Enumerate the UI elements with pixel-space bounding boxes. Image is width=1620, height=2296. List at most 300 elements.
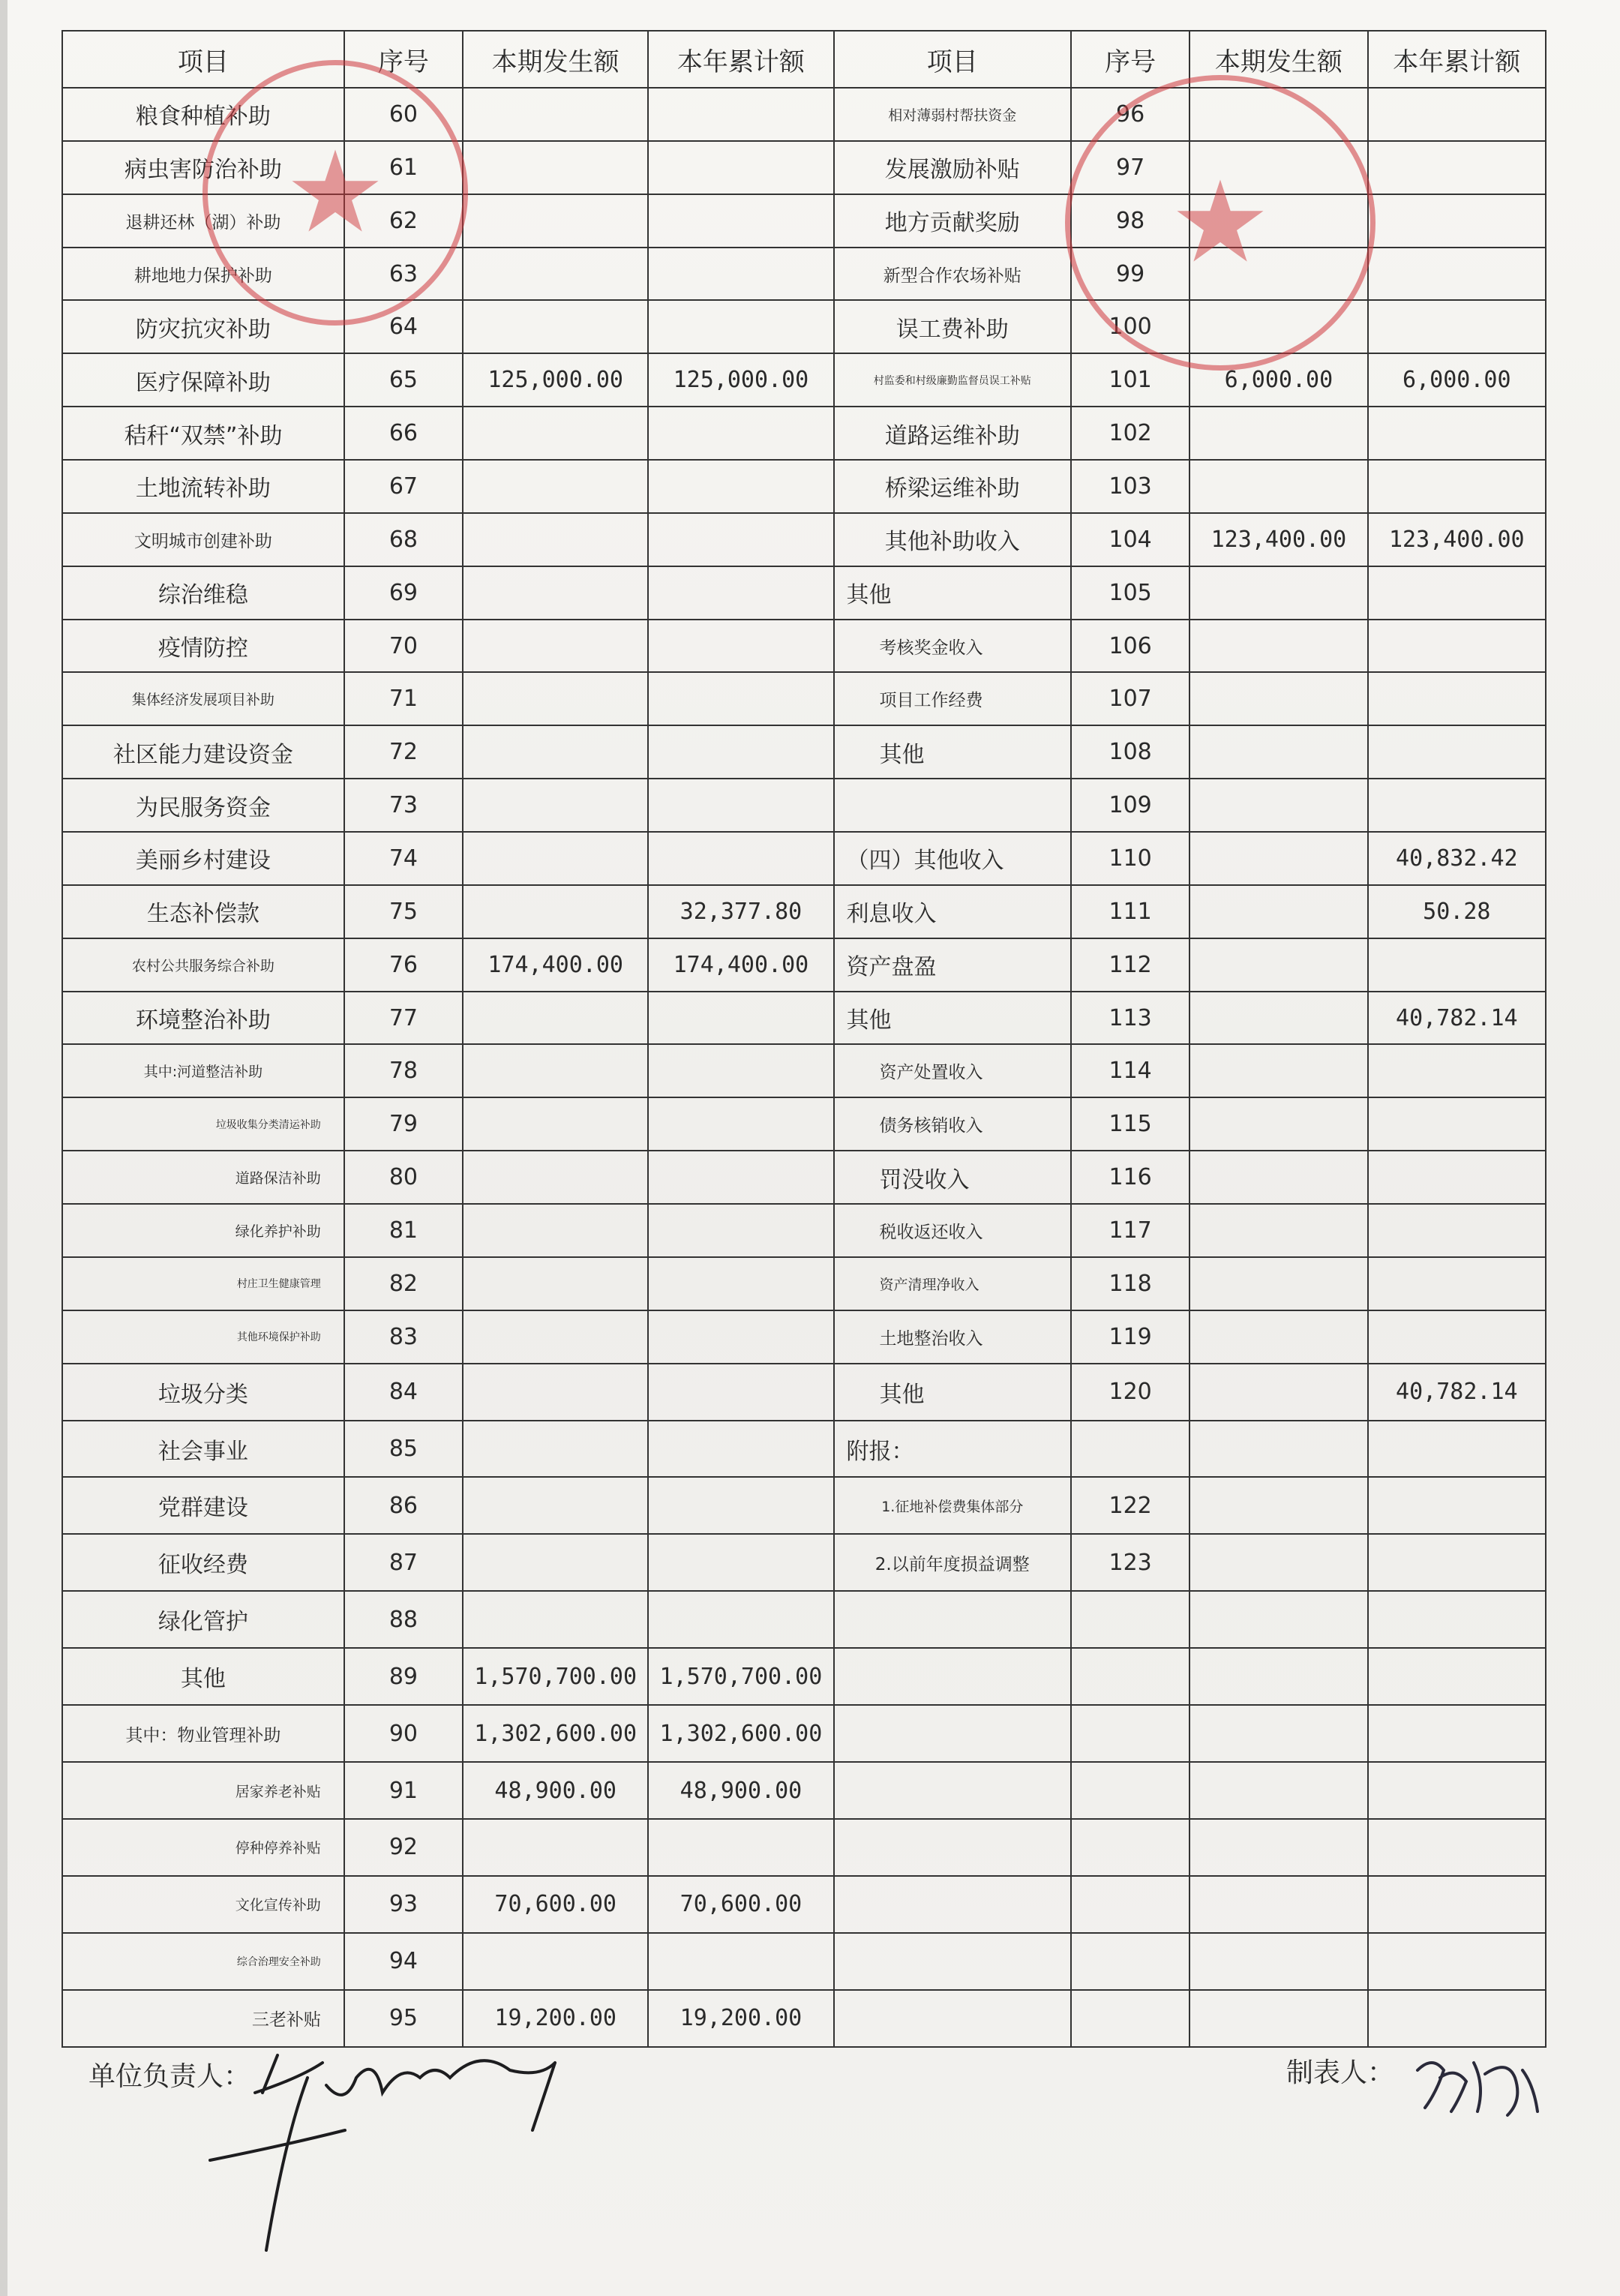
left-current-cell [463,1310,648,1364]
left-item-cell: 农村公共服务综合补助 [62,938,344,992]
right-item-cell: 债务核销收入 [834,1097,1071,1151]
table-row [62,1762,1546,1819]
left-current-cell [463,1819,648,1876]
right-seq-cell: 102 [1071,407,1190,460]
right-seq-cell: 103 [1071,460,1190,513]
left-cumulative-cell [648,832,833,885]
table-row [62,1648,1546,1705]
left-current-cell: 1,302,600.00 [463,1705,648,1762]
left-current-cell [463,248,648,301]
table-row [62,1933,1546,1990]
right-cumulative-cell [1368,1705,1546,1762]
table-row [62,1364,1546,1421]
left-current-cell [463,1933,648,1990]
left-seq-cell: 89 [344,1648,463,1705]
right-seq-cell: 98 [1071,194,1190,248]
left-seq-cell: 90 [344,1705,463,1762]
right-seq-cell: 114 [1071,1044,1190,1097]
left-cumulative-cell [648,513,833,566]
left-current-cell [463,141,648,194]
right-current-cell [1190,141,1367,194]
left-seq-cell: 91 [344,1762,463,1819]
left-seq-cell: 65 [344,353,463,407]
left-current-cell [463,1591,648,1648]
ledger-body [62,88,1546,2047]
table-row [62,88,1546,141]
table-row [62,1310,1546,1364]
left-current-cell: 1,570,700.00 [463,1648,648,1705]
header-current-left: 本期发生额 [463,31,648,88]
left-current-cell [463,1097,648,1151]
right-current-cell [1190,566,1367,620]
right-cumulative-cell [1368,1762,1546,1819]
left-cumulative-cell: 32,377.80 [648,885,833,938]
right-item-cell: 发展激励补贴 [834,141,1071,194]
left-cumulative-cell [648,1257,833,1310]
left-item-cell: 党群建设 [62,1477,344,1534]
seal-star-icon: ★ [1169,158,1271,288]
left-seq-cell: 77 [344,992,463,1045]
table-row [62,885,1546,938]
right-item-cell: 其他 [834,725,1071,779]
left-item-cell: 耕地地力保护补助 [62,248,344,301]
left-seq-cell: 69 [344,566,463,620]
right-cumulative-cell: 40,782.14 [1368,992,1546,1045]
table-row [62,300,1546,353]
left-item-cell: 美丽乡村建设 [62,832,344,885]
right-item-cell [834,1648,1071,1705]
left-item-cell: 绿化管护 [62,1591,344,1648]
right-cumulative-cell [1368,1310,1546,1364]
left-current-cell [463,566,648,620]
preparer-label: 制表人： [1286,2057,1395,2088]
table-row [62,1477,1546,1534]
right-seq-cell: 108 [1071,725,1190,779]
right-current-cell [1190,1364,1367,1421]
right-current-cell [1190,407,1367,460]
table-row [62,141,1546,194]
right-item-cell [834,1876,1071,1933]
left-item-cell: 生态补偿款 [62,885,344,938]
right-current-cell [1190,1151,1367,1204]
left-seq-cell: 94 [344,1933,463,1990]
left-item-cell: 绿化养护补助 [62,1204,344,1257]
left-cumulative-cell [648,1364,833,1421]
right-seq-cell: 123 [1071,1534,1190,1591]
right-seq-cell [1071,1933,1190,1990]
left-current-cell [463,300,648,353]
right-item-cell: 桥梁运维补助 [834,460,1071,513]
left-item-cell: 村庄卫生健康管理 [62,1257,344,1310]
right-cumulative-cell: 123,400.00 [1368,513,1546,566]
left-current-cell [463,407,648,460]
right-item-cell: 利息收入 [834,885,1071,938]
right-current-cell [1190,672,1367,725]
left-cumulative-cell [648,1534,833,1591]
table-row [62,460,1546,513]
right-current-cell [1190,1591,1367,1648]
right-seq-cell: 99 [1071,248,1190,301]
left-current-cell [463,1364,648,1421]
left-item-cell: 社会事业 [62,1421,344,1478]
left-seq-cell: 64 [344,300,463,353]
right-seq-cell: 100 [1071,300,1190,353]
table-row [62,1819,1546,1876]
left-item-cell: 集体经济发展项目补助 [62,672,344,725]
left-cumulative-cell [648,672,833,725]
right-cumulative-cell [1368,1044,1546,1097]
right-current-cell [1190,779,1367,832]
left-current-cell [463,1477,648,1534]
right-cumulative-cell: 40,832.42 [1368,832,1546,885]
left-seq-cell: 81 [344,1204,463,1257]
right-cumulative-cell [1368,1477,1546,1534]
right-current-cell: 123,400.00 [1190,513,1367,566]
table-row [62,938,1546,992]
right-current-cell [1190,938,1367,992]
table-row [62,407,1546,460]
header-cumulative-right: 本年累计额 [1368,31,1546,88]
right-item-cell [834,1705,1071,1762]
left-cumulative-cell [648,1204,833,1257]
header-seq-left: 序号 [344,31,463,88]
left-item-cell: 疫情防控 [62,620,344,673]
right-item-cell: 罚没收入 [834,1151,1071,1204]
left-current-cell [463,1204,648,1257]
right-item-cell [834,1990,1071,2047]
left-seq-cell: 86 [344,1477,463,1534]
right-seq-cell: 109 [1071,779,1190,832]
left-current-cell: 174,400.00 [463,938,648,992]
left-current-cell [463,194,648,248]
left-item-cell: 其他 [62,1648,344,1705]
right-item-cell: 1.征地补偿费集体部分 [834,1477,1071,1534]
right-seq-cell [1071,1421,1190,1478]
right-current-cell [1190,1257,1367,1310]
right-item-cell: 新型合作农场补贴 [834,248,1071,301]
right-item-cell [834,1762,1071,1819]
left-item-cell: 病虫害防治补助 [62,141,344,194]
right-item-cell: 考核奖金收入 [834,620,1071,673]
right-cumulative-cell: 6,000.00 [1368,353,1546,407]
header-item-left: 项目 [62,31,344,88]
right-cumulative-cell [1368,141,1546,194]
left-cumulative-cell [648,194,833,248]
left-seq-cell: 67 [344,460,463,513]
left-current-cell: 70,600.00 [463,1876,648,1933]
left-cumulative-cell: 174,400.00 [648,938,833,992]
right-cumulative-cell [1368,1534,1546,1591]
table-row [62,1705,1546,1762]
left-item-cell: 土地流转补助 [62,460,344,513]
left-item-cell: 其他环境保护补助 [62,1310,344,1364]
left-cumulative-cell: 1,302,600.00 [648,1705,833,1762]
left-cumulative-cell [648,725,833,779]
right-cumulative-cell [1368,725,1546,779]
right-seq-cell: 111 [1071,885,1190,938]
right-current-cell [1190,460,1367,513]
header-row [62,31,1546,88]
right-current-cell [1190,88,1367,141]
left-seq-cell: 85 [344,1421,463,1478]
right-cumulative-cell [1368,1151,1546,1204]
left-item-cell: 医疗保障补助 [62,353,344,407]
header-seq-right: 序号 [1071,31,1190,88]
left-item-cell: 其中：物业管理补助 [62,1705,344,1762]
right-cumulative-cell [1368,194,1546,248]
right-current-cell [1190,1310,1367,1364]
left-cumulative-cell [648,141,833,194]
left-seq-cell: 70 [344,620,463,673]
right-cumulative-cell [1368,779,1546,832]
right-item-cell [834,1933,1071,1990]
right-cumulative-cell [1368,1591,1546,1648]
right-seq-cell: 97 [1071,141,1190,194]
right-seq-cell: 107 [1071,672,1190,725]
left-current-cell [463,725,648,779]
right-cumulative-cell [1368,1819,1546,1876]
right-current-cell [1190,194,1367,248]
left-item-cell: 为民服务资金 [62,779,344,832]
left-cumulative-cell: 125,000.00 [648,353,833,407]
table-row [62,832,1546,885]
right-seq-cell [1071,1648,1190,1705]
left-current-cell [463,1151,648,1204]
right-current-cell [1190,248,1367,301]
table-row [62,1421,1546,1478]
left-current-cell [463,992,648,1045]
left-cumulative-cell [648,460,833,513]
left-cumulative-cell [648,992,833,1045]
left-cumulative-cell [648,88,833,141]
right-cumulative-cell [1368,460,1546,513]
right-seq-cell: 105 [1071,566,1190,620]
left-seq-cell: 68 [344,513,463,566]
left-seq-cell: 82 [344,1257,463,1310]
left-seq-cell: 92 [344,1819,463,1876]
left-seq-cell: 88 [344,1591,463,1648]
left-cumulative-cell [648,1310,833,1364]
right-item-cell: 资产清理净收入 [834,1257,1071,1310]
left-item-cell: 文化宣传补助 [62,1876,344,1933]
right-seq-cell: 112 [1071,938,1190,992]
left-cumulative-cell [648,566,833,620]
right-item-cell: 土地整治收入 [834,1310,1071,1364]
left-seq-cell: 63 [344,248,463,301]
right-item-cell: 其他 [834,992,1071,1045]
left-seq-cell: 93 [344,1876,463,1933]
left-current-cell [463,620,648,673]
right-cumulative-cell [1368,1876,1546,1933]
left-current-cell [463,513,648,566]
table-row [62,1876,1546,1933]
left-item-cell: 秸秆“双禁”补助 [62,407,344,460]
table-row [62,1534,1546,1591]
right-seq-cell: 101 [1071,353,1190,407]
left-current-cell [463,1044,648,1097]
right-current-cell [1190,300,1367,353]
right-seq-cell [1071,1705,1190,1762]
right-current-cell [1190,1705,1367,1762]
right-item-cell: 其他 [834,1364,1071,1421]
right-cumulative-cell [1368,1648,1546,1705]
left-current-cell [463,885,648,938]
right-cumulative-cell [1368,1933,1546,1990]
left-current-cell [463,1257,648,1310]
header-cumulative-left: 本年累计额 [648,31,833,88]
left-current-cell: 125,000.00 [463,353,648,407]
left-cumulative-cell [648,1421,833,1478]
right-cumulative-cell [1368,1097,1546,1151]
right-current-cell [1190,885,1367,938]
left-cumulative-cell [648,248,833,301]
left-item-cell: 综治维稳 [62,566,344,620]
left-current-cell: 19,200.00 [463,1990,648,2047]
left-item-cell: 粮食种植补助 [62,88,344,141]
left-seq-cell: 73 [344,779,463,832]
left-item-cell: 停种停养补贴 [62,1819,344,1876]
right-seq-cell: 96 [1071,88,1190,141]
right-seq-cell: 104 [1071,513,1190,566]
left-item-cell: 道路保洁补助 [62,1151,344,1204]
header-current-right: 本期发生额 [1190,31,1367,88]
left-cumulative-cell [648,1819,833,1876]
seal-star-icon: ★ [284,128,386,258]
right-seq-cell: 110 [1071,832,1190,885]
left-seq-cell: 95 [344,1990,463,2047]
unit-head-label: 单位负责人： [88,2061,251,2092]
left-cumulative-cell: 48,900.00 [648,1762,833,1819]
left-seq-cell: 84 [344,1364,463,1421]
right-item-cell: 资产盘盈 [834,938,1071,992]
left-seq-cell: 78 [344,1044,463,1097]
right-current-cell [1190,1762,1367,1819]
left-item-cell: 退耕还林（湖）补助 [62,194,344,248]
right-seq-cell: 116 [1071,1151,1190,1204]
left-current-cell [463,1534,648,1591]
left-item-cell: 社区能力建设资金 [62,725,344,779]
left-current-cell [463,779,648,832]
right-cumulative-cell [1368,407,1546,460]
table-row [62,194,1546,248]
right-seq-cell: 115 [1071,1097,1190,1151]
right-item-cell: （四）其他收入 [834,832,1071,885]
right-current-cell [1190,1097,1367,1151]
right-cumulative-cell [1368,1421,1546,1478]
left-cumulative-cell [648,1477,833,1534]
left-cumulative-cell [648,1044,833,1097]
right-cumulative-cell: 50.28 [1368,885,1546,938]
right-item-cell: 其他补助收入 [834,513,1071,566]
ledger-table [62,30,1546,2048]
right-current-cell [1190,725,1367,779]
left-cumulative-cell [648,300,833,353]
right-item-cell: 误工费补助 [834,300,1071,353]
left-cumulative-cell [648,779,833,832]
right-seq-cell [1071,1819,1190,1876]
right-seq-cell [1071,1762,1190,1819]
left-seq-cell: 76 [344,938,463,992]
right-item-cell: 地方贡献奖励 [834,194,1071,248]
table-row [62,1097,1546,1151]
right-seq-cell: 119 [1071,1310,1190,1364]
left-cumulative-cell: 70,600.00 [648,1876,833,1933]
table-row [62,725,1546,779]
right-cumulative-cell [1368,248,1546,301]
header-item-right: 项目 [834,31,1071,88]
right-current-cell [1190,1990,1367,2047]
left-item-cell: 其中:河道整洁补助 [62,1044,344,1097]
table-row [62,1151,1546,1204]
right-current-cell [1190,620,1367,673]
right-current-cell [1190,1876,1367,1933]
right-current-cell: 6,000.00 [1190,353,1367,407]
right-item-cell: 资产处置收入 [834,1044,1071,1097]
left-seq-cell: 87 [344,1534,463,1591]
left-seq-cell: 60 [344,88,463,141]
left-current-cell [463,1421,648,1478]
left-current-cell [463,672,648,725]
right-current-cell [1190,832,1367,885]
table-row [62,1591,1546,1648]
left-seq-cell: 66 [344,407,463,460]
right-current-cell [1190,1421,1367,1478]
left-seq-cell: 61 [344,141,463,194]
right-current-cell [1190,1534,1367,1591]
right-current-cell [1190,1648,1367,1705]
table-row [62,566,1546,620]
table-row [62,620,1546,673]
left-item-cell: 三老补贴 [62,1990,344,2047]
right-cumulative-cell [1368,672,1546,725]
table-row [62,992,1546,1045]
left-item-cell: 垃圾收集分类清运补助 [62,1097,344,1151]
table-row [62,1204,1546,1257]
right-seq-cell [1071,1990,1190,2047]
right-seq-cell: 113 [1071,992,1190,1045]
left-cumulative-cell [648,620,833,673]
right-item-cell: 2.以前年度损益调整 [834,1534,1071,1591]
left-cumulative-cell: 19,200.00 [648,1990,833,2047]
left-current-cell [463,460,648,513]
right-current-cell [1190,1044,1367,1097]
left-item-cell: 综合治理安全补助 [62,1933,344,1990]
left-item-cell: 文明城市创建补助 [62,513,344,566]
right-item-cell: 项目工作经费 [834,672,1071,725]
right-item-cell [834,779,1071,832]
table-row [62,248,1546,301]
right-seq-cell: 120 [1071,1364,1190,1421]
right-item-cell: 道路运维补助 [834,407,1071,460]
left-seq-cell: 71 [344,672,463,725]
right-item-cell: 附报： [834,1421,1071,1478]
left-item-cell: 环境整治补助 [62,992,344,1045]
left-cumulative-cell [648,407,833,460]
left-seq-cell: 72 [344,725,463,779]
right-item-cell [834,1819,1071,1876]
right-current-cell [1190,1477,1367,1534]
right-seq-cell: 106 [1071,620,1190,673]
left-cumulative-cell [648,1097,833,1151]
right-item-cell: 税收返还收入 [834,1204,1071,1257]
left-current-cell [463,88,648,141]
right-seq-cell: 122 [1071,1477,1190,1534]
table-row [62,1257,1546,1310]
right-cumulative-cell [1368,88,1546,141]
right-current-cell [1190,1204,1367,1257]
left-current-cell: 48,900.00 [463,1762,648,1819]
right-seq-cell: 118 [1071,1257,1190,1310]
